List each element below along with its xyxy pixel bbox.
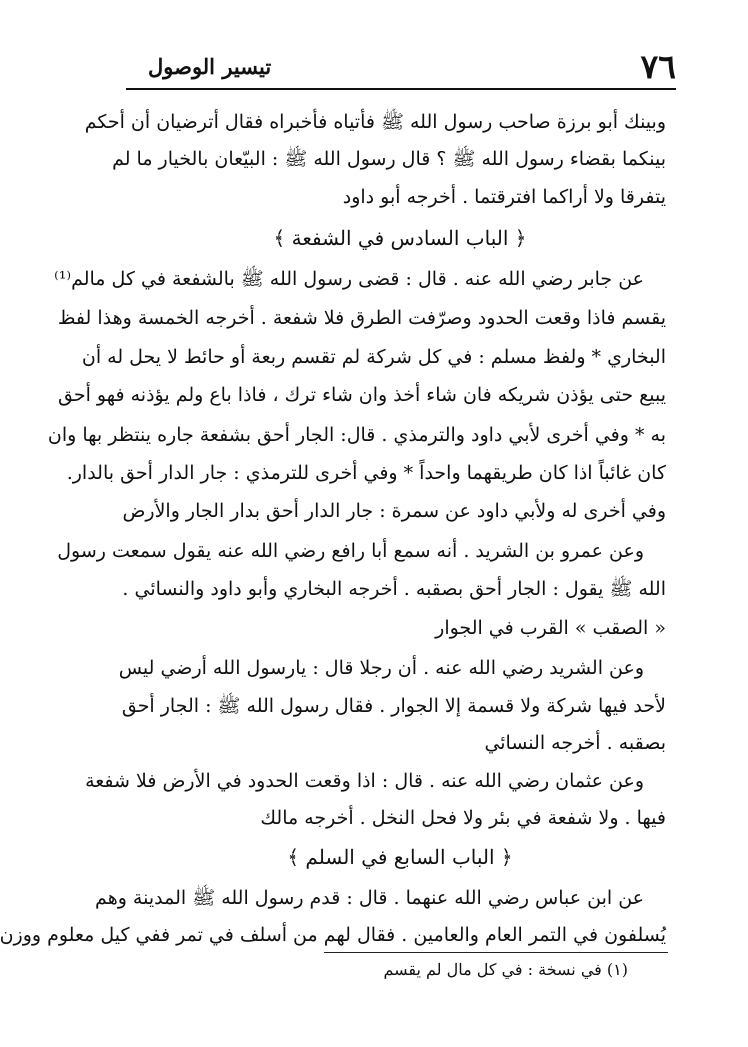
section-heading: ﴿ الباب السادس في الشفعة ﴾ — [273, 226, 527, 250]
footnote: (١) في نسخة : في كل مال لم يقسم — [383, 960, 628, 979]
text-line: « الصقب » القرب في الجوار — [435, 617, 666, 639]
text-line: البخاري * ولفظ مسلم : في كل شركة لم تقسم ربعة أو حائط لا يحل له أن — [81, 346, 666, 368]
text-line: وبينك أبو برزة صاحب رسول الله ﷺ فأتياه فأخبراه فقال أترضيان أن أحكم — [84, 111, 666, 133]
text-line: وعن عمرو بن الشريد . أنه سمع أبا رافع رضي الله عنه يقول سمعت رسول — [57, 540, 644, 562]
page-header — [126, 46, 676, 90]
text-line: يبيع حتى يؤذن شريكه فان شاء أخذ وان شاء ترك ، فاذا باع ولم يؤذنه فهو أحق — [58, 384, 666, 406]
text-line: بصقبه . أخرجه النسائي — [484, 732, 666, 754]
text-line: الله ﷺ يقول : الجار أحق بصقبه . أخرجه البخاري وأبو داود والنسائي . — [122, 578, 666, 600]
footnote-divider — [324, 952, 668, 953]
text-line: عن ابن عباس رضي الله عنهما . قال : قدم رسول الله ﷺ المدينة وهم — [95, 887, 644, 909]
text-line: به * وفي أخرى لأبي داود والترمذي . قال: الجار أحق بشفعة جاره ينتظر بها وان — [47, 424, 666, 446]
section-heading: ﴿ الباب السابع في السلم ﴾ — [287, 845, 513, 869]
text-line: عن جابر رضي الله عنه . قال : قضى رسول الله ﷺ بالشفعة في كل مالم⁽¹⁾ — [54, 268, 644, 290]
text-line: يقسم فاذا وقعت الحدود وصرّفت الطرق فلا شفعة . أخرجه الخمسة وهذا لفظ — [57, 307, 666, 329]
text-line: وعن الشريد رضي الله عنه . أن رجلا قال : يارسول الله أرضي ليس — [118, 657, 644, 679]
page-number: ٧٦ — [640, 47, 676, 86]
text-line: كان غائباً اذا كان طريقهما واحداً * وفي أخرى للترمذي : جار الدار أحق بالدار. — [66, 462, 666, 484]
text-line: وفي أخرى له ولأبي داود عن سمرة : جار الدار أحق بدار الجار والأرض — [122, 500, 666, 522]
text-line: فيها . ولا شفعة في بئر ولا فحل النخل . أخرجه مالك — [260, 807, 666, 829]
text-line: وعن عثمان رضي الله عنه . قال : اذا وقعت الحدود في الأرض فلا شفعة — [85, 770, 644, 792]
running-title: تيسير الوصول — [148, 54, 272, 79]
text-line: يتفرقا ولا أراكما افترقتما . أخرجه أبو داود — [342, 186, 666, 208]
text-line: يُسلفون في التمر العام والعامين . فقال لهم من أسلف في تمر ففي كيل معلوم ووزن — [0, 924, 666, 946]
text-line: بينكما بقضاء رسول الله ﷺ ؟ قال رسول الله ﷺ : البيّعان بالخيار ما لم — [112, 148, 666, 170]
text-line: لأحد فيها شركة ولا قسمة إلا الجوار . فقال رسول الله ﷺ : الجار أحق — [121, 695, 666, 717]
